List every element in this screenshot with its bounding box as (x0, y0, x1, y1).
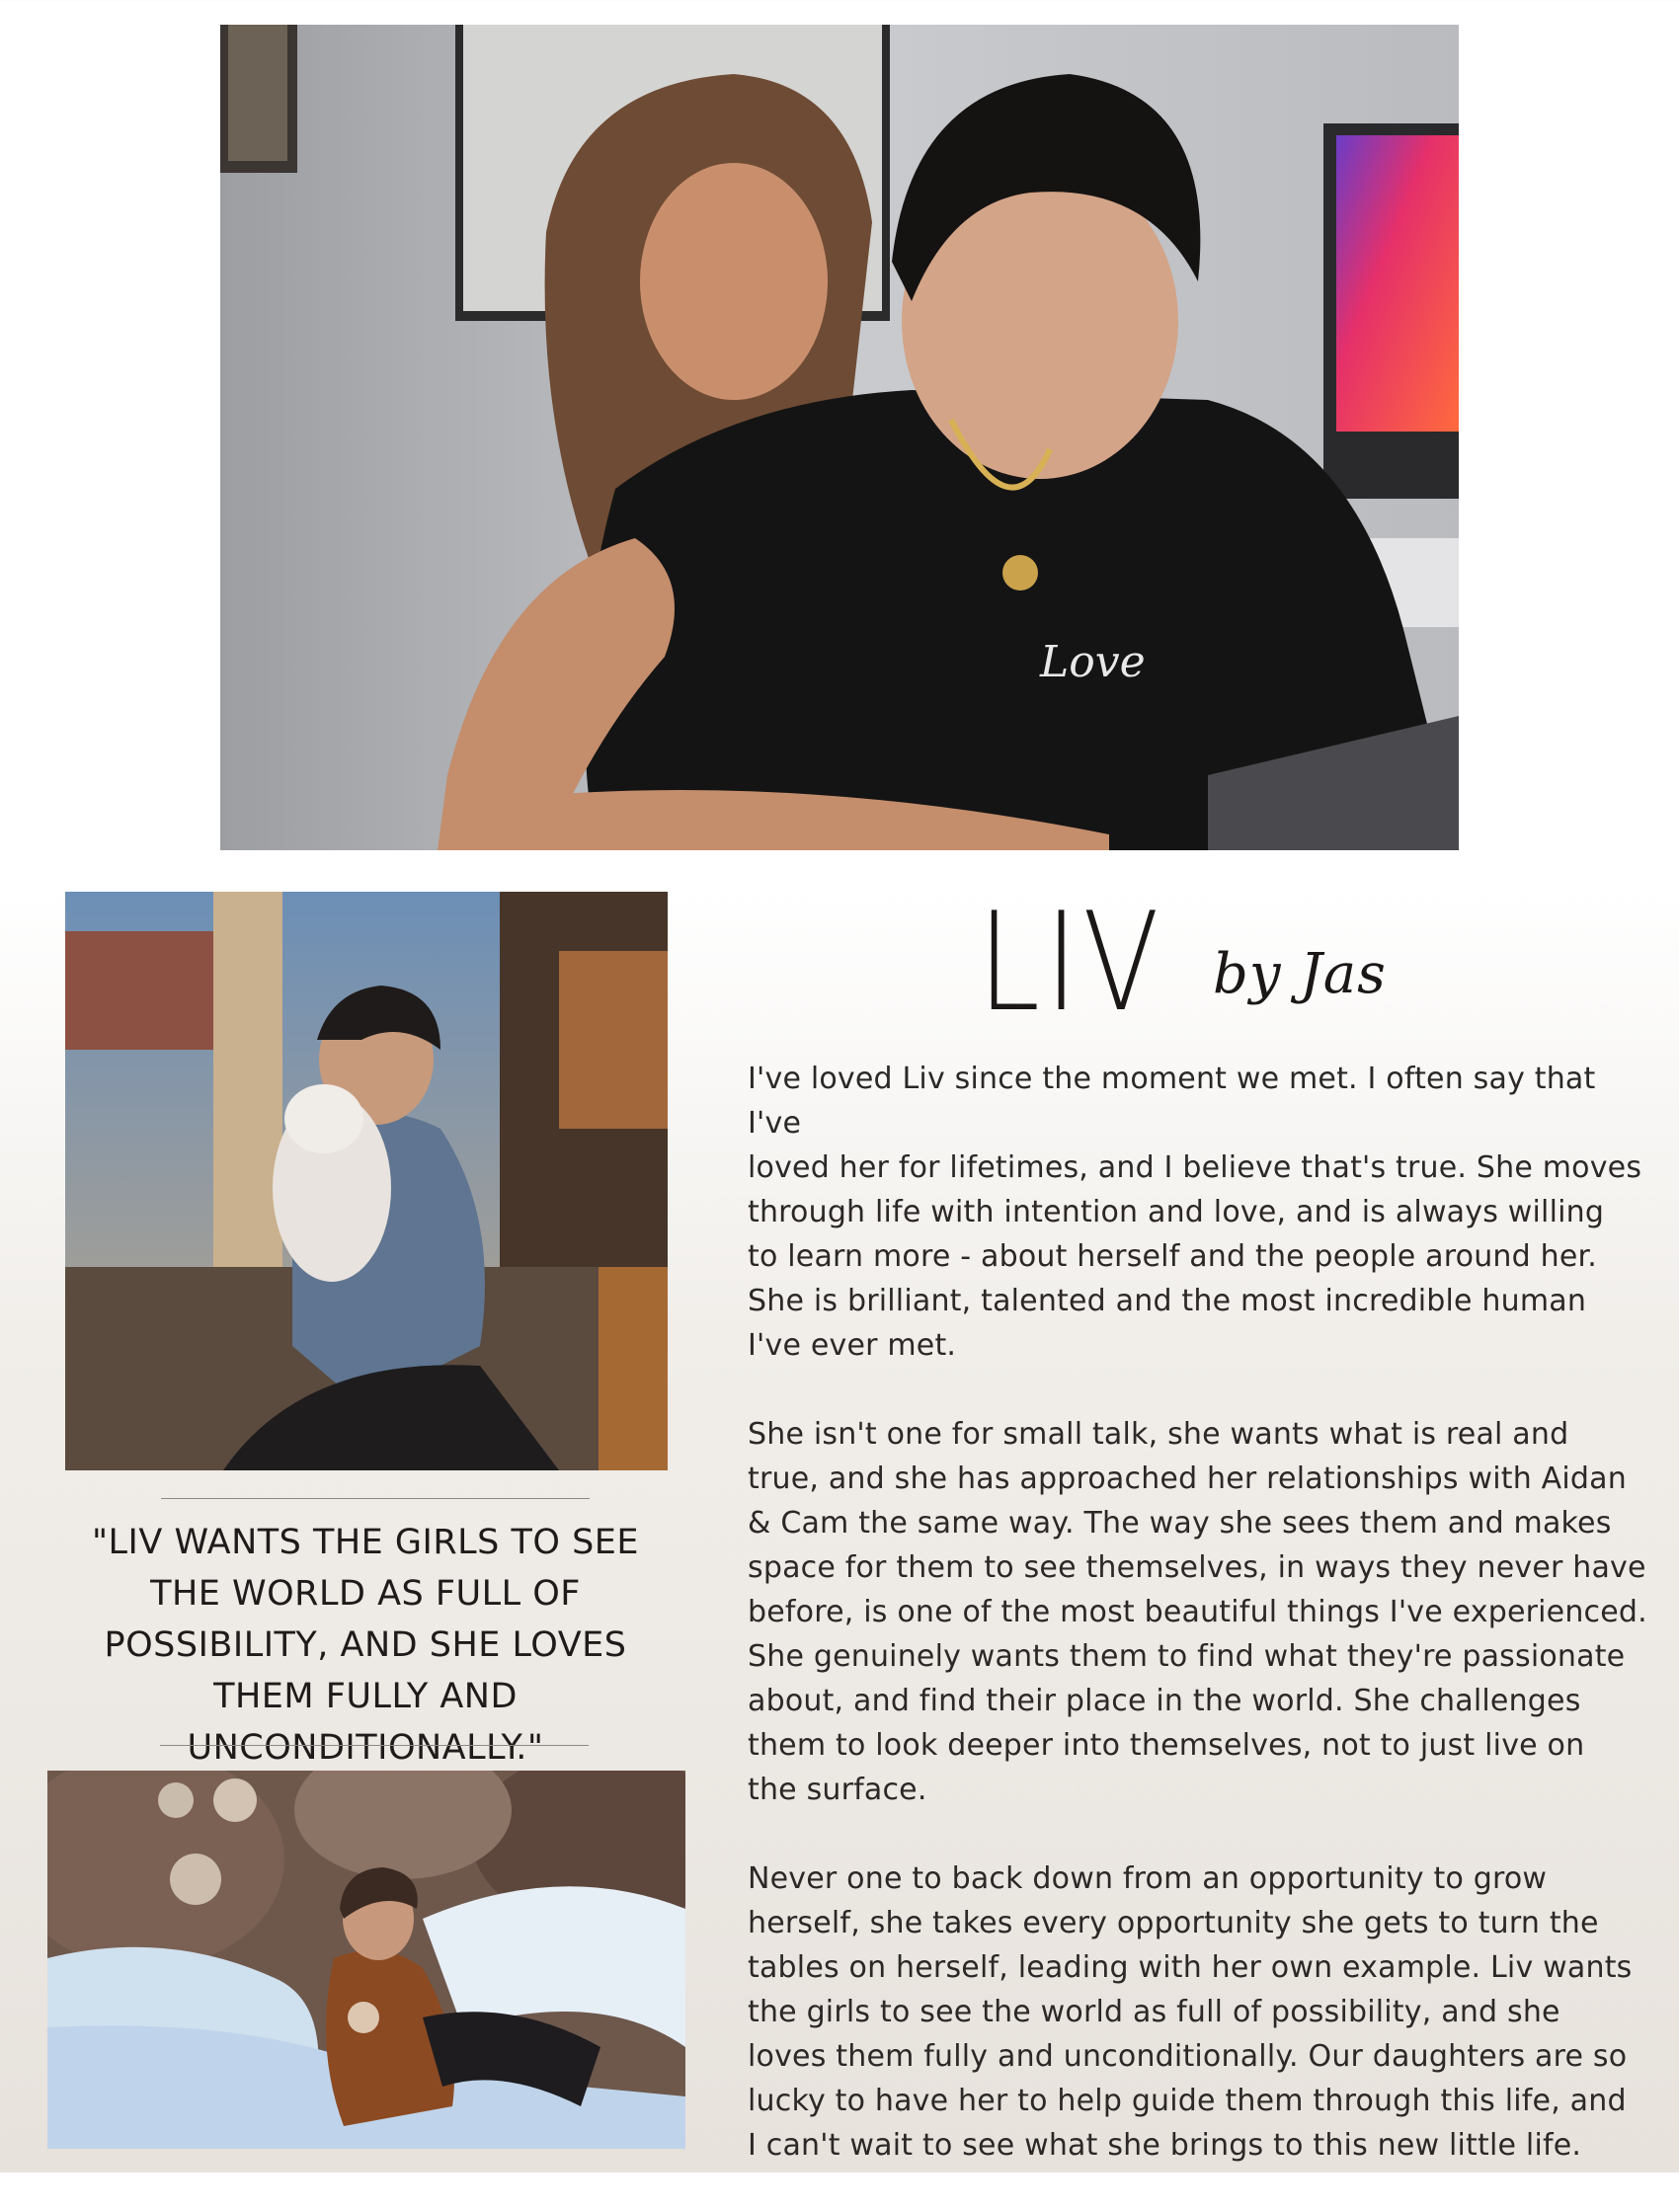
quote-rule-top (161, 1498, 590, 1499)
article-title (978, 883, 1442, 1042)
body-paragraph-3: Never one to back down from an opportunity to grow herself, she takes every opportunity she gets to turn the tables on herself, leading with her own example. Liv wants the girls to see the world as full of possibility, and she loves them fully and unconditionally. Our daughters are so lucky to have her to help guide them through this life, and I can't wait to see what she brings to this new little life. (748, 1861, 1633, 2163)
title-name: LIV (978, 883, 1164, 1042)
photo-person-in-snow (47, 1771, 685, 2149)
quote-rule-bottom (160, 1745, 589, 1746)
article-body (748, 1057, 1651, 2212)
body-paragraph-1: I've loved Liv since the moment we met. I often say that I've loved her for lifetimes, and I believe that's true. She moves through life with intention and love, and is always willing to learn more - about herself and the people around her. She is brilliant, talented and the most incredible human I've ever met. (748, 1062, 1642, 1363)
svg-text:Love: Love (1040, 637, 1146, 687)
title-byline: by Jas (1213, 942, 1387, 1006)
photo-person-with-dog (65, 892, 668, 1470)
photo-top-couple (220, 25, 1459, 850)
pull-quote: "LIV WANTS THE GIRLS TO SEE THE WORLD AS FULL OF POSSIBILITY, AND SHE LOVES THEM FULLY AND UNCONDITIONALLY." (91, 1523, 640, 1768)
body-paragraph-2: She isn't one for small talk, she wants what is real and true, and she has approached her relationships with Aidan & Cam the same way. The way she sees them and makes space for them to see themselves, in ways they never have before, is one of the most beautiful things I've experienced. She genuinely wants them to find what they're passionate about, and find their place in the world. She challenges them to look deeper into themselves, not to just live on the surface. (748, 1417, 1647, 1807)
